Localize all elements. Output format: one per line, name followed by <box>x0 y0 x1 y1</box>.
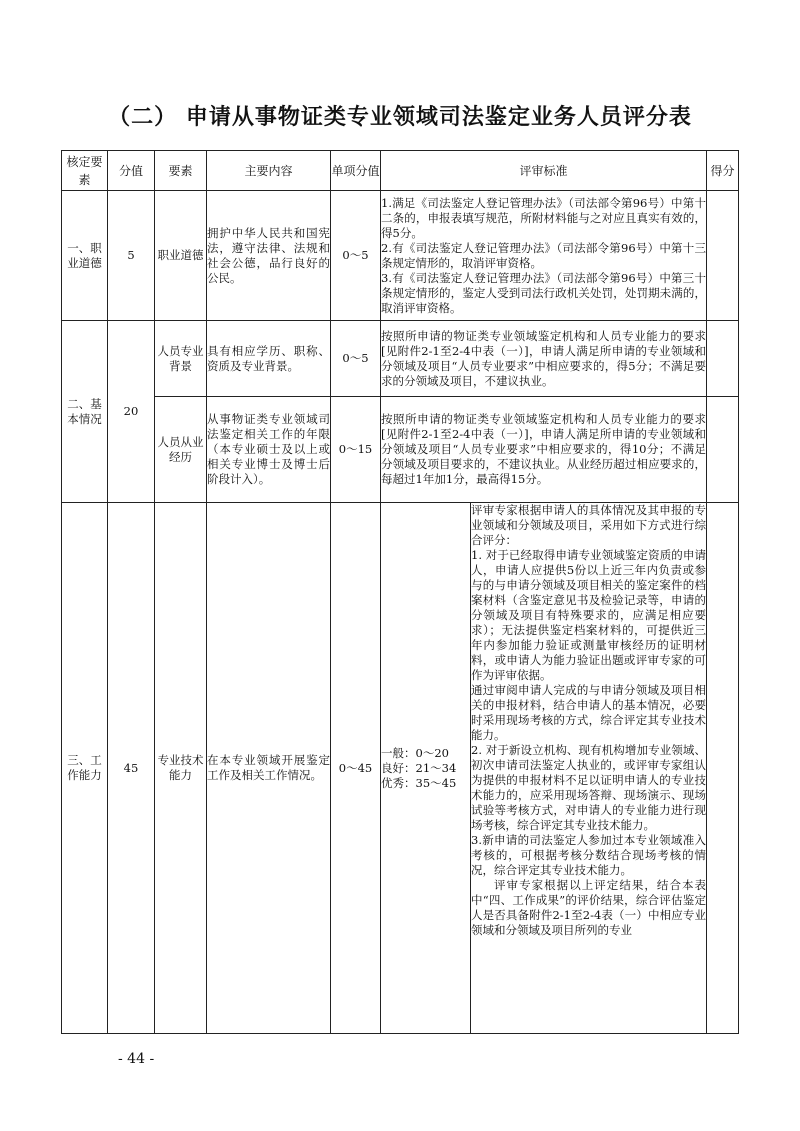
score-levels-cell <box>381 503 471 1034</box>
content-cell: 从事物证类专业领域司法鉴定相关工作的年限（本专业硕士及以上或相关专业博士及博士后阶段计入）。 <box>207 397 331 503</box>
element-cell: 职业道德 <box>155 191 207 321</box>
points-cell <box>707 321 739 397</box>
content-cell: 拥护中华人民共和国宪法，遵守法律、法规和社会公德，品行良好的公民。 <box>207 191 331 321</box>
scoring-table <box>61 150 739 1034</box>
header-criteria: 评审标准 <box>381 151 707 191</box>
page-title: （二） 申请从事物证类专业领域司法鉴定业务人员评分表 <box>108 104 692 130</box>
item-score-cell: 0～45 <box>331 503 381 1034</box>
content-cell: 在本专业领域开展鉴定工作及相关工作情况。 <box>207 503 331 1034</box>
header-score: 分值 <box>108 151 155 191</box>
element-cell: 专业技术能力 <box>155 503 207 1034</box>
criteria-line: 2. 对于新设立机构、现有机构增加专业领域、初次申请司法鉴定人执业的，或评审专家组认为提供的申报材料不足以证明申请人的专业技术能力的，应采用现场答辩、现场演示、现场试验等考核方式，对申请人的专业能力进行现场考核，综合评定其专业技术能力。 <box>471 743 707 832</box>
element-cell: 人员专业背景 <box>155 321 207 397</box>
factor-cell: 二、基本情况 <box>62 321 108 503</box>
criteria-line: 3.新申请的司法鉴定人参加过本专业领域准入考核的，可根据考核分数结合现场考核的情况，综合评定其专业技术能力。 <box>471 833 707 877</box>
score-cell: 45 <box>108 503 155 1034</box>
header-factor: 核定要素 <box>62 151 108 191</box>
criteria-cell <box>381 191 707 321</box>
item-score-cell: 0～5 <box>331 321 381 397</box>
score-level: 优秀：35～45 <box>381 775 457 790</box>
score-level: 良好：21～34 <box>381 760 457 775</box>
factor-cell: 一、职业道德 <box>62 191 108 321</box>
score-level: 一般：0～20 <box>381 745 449 760</box>
score-cell: 5 <box>108 191 155 321</box>
header-row <box>62 151 739 191</box>
header-item-score: 单项分值 <box>331 151 381 191</box>
criteria-line: 1. 对于已经取得申请专业领域鉴定资质的申请人，申请人应提供5份以上近三年内负责或参与的与申请分领域及项目相关的鉴定案件的档案材料（含鉴定意见书及检验记录等，申请的分领域及项目有特殊要求的，应满足相应要求）；无法提供鉴定档案材料的，可提供近三年内参加能力验证或测量审核经历的证明材料，或申请人为能力验证出题或评审专家的可作为评审依据。 <box>471 548 707 682</box>
criteria-line: 3.有《司法鉴定人登记管理办法》（司法部令第96号）中第三十条规定情形的，鉴定人受到司法行政机关处罚，处罚期未满的，取消评审资格。 <box>381 270 707 315</box>
criteria-line: 1.满足《司法鉴定人登记管理办法》（司法部令第96号）中第十二条的，申报表填写规范，所附材料能与之对应且真实有效的，得5分。 <box>381 195 707 240</box>
factor-cell: 三、工作能力 <box>62 503 108 1034</box>
criteria-line: 通过审阅申请人完成的与申请分领域及项目相关的申报材料，结合申请人的基本情况，必要时采用现场考核的方式，综合评定其专业技术能力。 <box>471 683 707 742</box>
header-points: 得分 <box>707 151 739 191</box>
criteria-cell: 按照所申请的物证类专业领域鉴定机构和人员专业能力的要求[见附件2-1至2-4中表（一）]，申请人满足所申请的专业领域和分领域及项目“人员专业要求”中相应要求的，得5分；不满足要求的分领域及项目，不建议执业。 <box>381 321 707 397</box>
criteria-cell: 按照所申请的物证类专业领域鉴定机构和人员专业能力的要求[见附件2-1至2-4中表（一）]，申请人满足所申请的专业领域和分领域及项目“人员专业要求”中相应要求的，得10分；不满足分领域及项目要求的，不建议执业。从业经历超过相应要求的，每超过1年加1分，最高得15分。 <box>381 397 707 503</box>
header-element: 要素 <box>155 151 207 191</box>
points-cell <box>707 397 739 503</box>
criteria-line: 2.有《司法鉴定人登记管理办法》（司法部令第96号）中第十三条规定情形的，取消评审资格。 <box>381 240 707 270</box>
content-cell: 具有相应学历、职称、资质及专业背景。 <box>207 321 331 397</box>
criteria-cell <box>471 503 707 1034</box>
table-row <box>62 321 739 397</box>
item-score-cell: 0～15 <box>331 397 381 503</box>
page-number: - 44 - <box>118 1051 155 1067</box>
table-row <box>62 397 739 503</box>
table-row <box>62 191 739 321</box>
points-cell <box>707 191 739 321</box>
criteria-line: 评审专家根据申请人的具体情况及其申报的专业领域和分领域及项目，采用如下方式进行综合评分： <box>471 503 707 547</box>
score-cell: 20 <box>108 321 155 503</box>
element-cell: 人员从业经历 <box>155 397 207 503</box>
table-row <box>62 503 739 1034</box>
header-content: 主要内容 <box>207 151 331 191</box>
criteria-line: 评审专家根据以上评定结果，结合本表中“四、工作成果”的评价结果，综合评估鉴定人是否具备附件2-1至2-4表（一）中相应专业领域和分领域及项目所列的专业 <box>471 878 707 937</box>
points-cell <box>707 503 739 1034</box>
item-score-cell: 0～5 <box>331 191 381 321</box>
